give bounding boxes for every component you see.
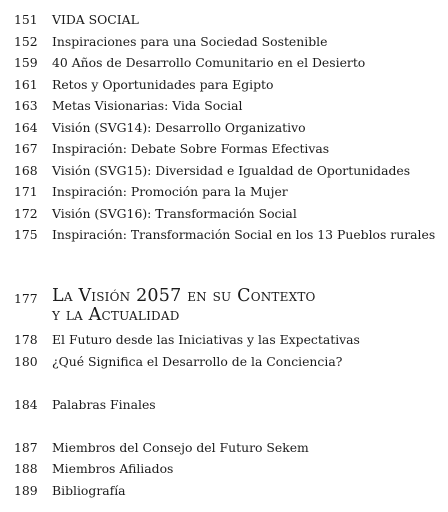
toc-page-number: 152 [14, 34, 38, 49]
toc-entry-title: Visión (SVG15): Diversidad e Igualdad de Oportunidades [52, 163, 411, 178]
toc-page-number: 163 [14, 98, 38, 113]
section-heading-line-2: y la Actualidad [52, 305, 180, 325]
toc-page-number: 168 [14, 163, 38, 178]
toc-page-number: 172 [14, 206, 38, 221]
toc-page-number: 184 [14, 397, 38, 412]
toc-entry-title: Inspiración: Transformación Social en los 13 Pueblos rurales [52, 227, 436, 242]
toc-entry-title: Palabras Finales [52, 397, 156, 412]
toc-page-number: 177 [14, 291, 38, 306]
toc-entry-title: Bibliografía [52, 483, 126, 498]
toc-entry-title: Visión (SVG14): Desarrollo Organizativo [52, 120, 306, 135]
toc-entry-title: Visión (SVG16): Transformación Social [52, 206, 297, 221]
toc-entry-title: 40 Años de Desarrollo Comunitario en el Desierto [52, 55, 366, 70]
section-heading-line-1: La Visión 2057 en su Contexto [52, 286, 316, 306]
toc-page-number: 159 [14, 55, 38, 70]
toc-page-number: 188 [14, 461, 38, 476]
toc-entry-title: ¿Qué Significa el Desarrollo de la Conciencia? [52, 354, 343, 369]
toc-entry-title: El Futuro desde las Iniciativas y las Expectativas [52, 332, 360, 347]
toc-page-number: 164 [14, 120, 38, 135]
toc-entry-title: VIDA SOCIAL [52, 12, 139, 27]
toc-entry-title: Retos y Oportunidades para Egipto [52, 77, 274, 92]
toc-page-number: 161 [14, 77, 38, 92]
toc-page-number: 171 [14, 184, 38, 199]
toc-page-number: 167 [14, 141, 38, 156]
toc-entry-title: Inspiraciones para una Sociedad Sostenible [52, 34, 328, 49]
toc-entry-title: Miembros del Consejo del Futuro Sekem [52, 440, 309, 455]
toc-entry-title: Inspiración: Promoción para la Mujer [52, 184, 288, 199]
toc-page-number: 175 [14, 227, 38, 242]
section-heading-title [52, 287, 382, 325]
toc-entry-title: Inspiración: Debate Sobre Formas Efectivas [52, 141, 330, 156]
toc-page-number: 187 [14, 440, 38, 455]
toc-entry-title: Miembros Afiliados [52, 461, 174, 476]
toc-page-number: 178 [14, 332, 38, 347]
toc-page-number: 189 [14, 483, 38, 498]
toc-page-number: 151 [14, 12, 38, 27]
toc-page-number: 180 [14, 354, 38, 369]
toc-entry-title: Metas Visionarias: Vida Social [52, 98, 243, 113]
